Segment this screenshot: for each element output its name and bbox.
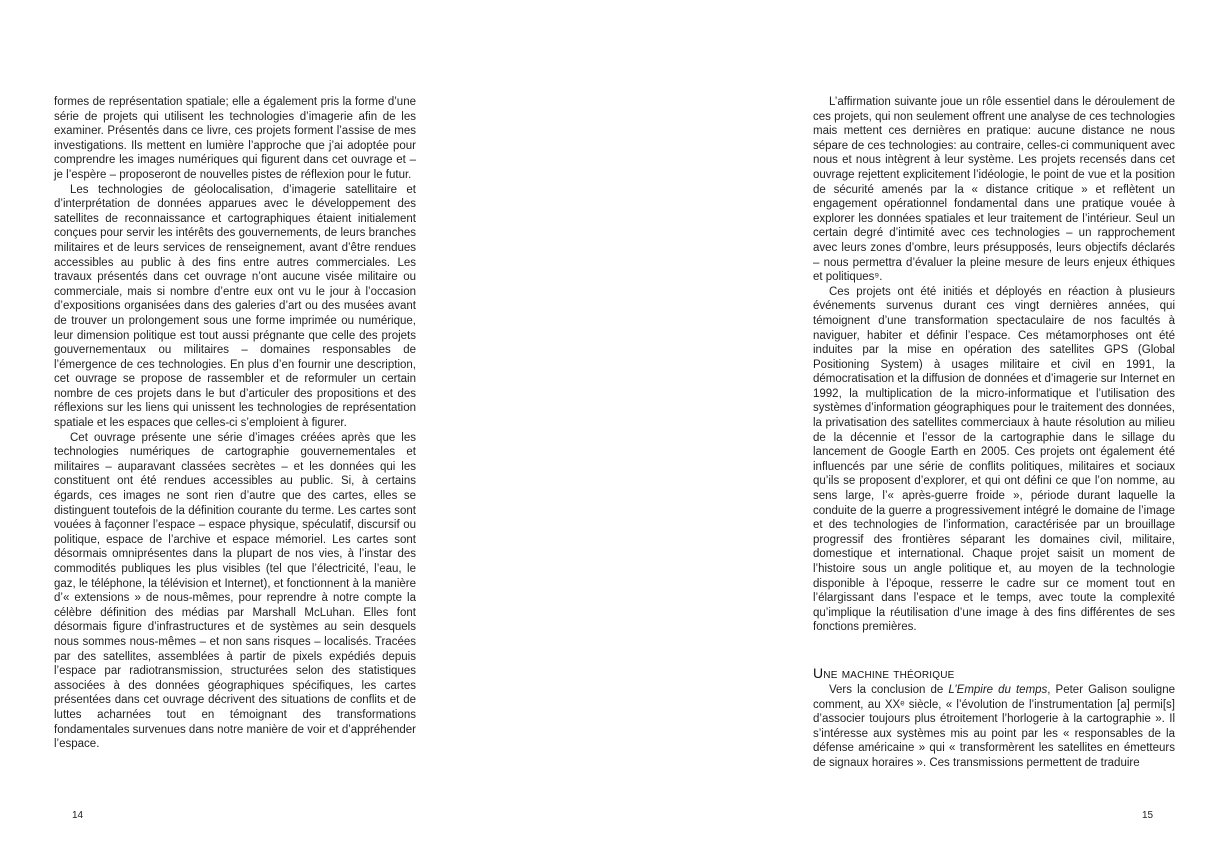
body-paragraph: L’affirmation suivante joue un rôle essentiel dans le déroulement de ces projets, qui non seulement offrent une analyse de ces technologies mais mettent ces dernières en pratique: aucune distance ne nous sépare de ces technologies: au contraire, celles-ci communiquent avec nous et nous intègrent à leur système. Les projets recensés dans cet ouvrage rejettent explicitement l’idéologie, le point de vue et la position de sécurité amenés par la « distance critique » et reflètent un engagement opérationnel fondamental dans une pratique vouée à explorer les données spatiales et leur traitement de l’intérieur. Seul un certain degré d’intimité avec ces technologies – un rapprochement avec leurs zones d’ombre, leurs présupposés, leurs objectifs déclarés – nous permettra d’évaluer la pleine mesure de leurs enjeux éthiques et politiques⁹.: [813, 96, 1175, 284]
page-number: 15: [1142, 810, 1154, 821]
book-title: L’Empire du temps: [948, 683, 1048, 696]
left-text-column: [54, 95, 416, 752]
body-paragraph: Ces projets ont été initiés et déployés en réaction à plusieurs événements survenus durant ces vingt dernières années, qui témoignent d’une transformation spectaculaire de nos facultés à naviguer, habiter et définir l’espace. Ces métamorphoses ont été induites par la mise en opération des satellites GPS (Global Positioning System) à usages militaire et civil en 1991, la démocratisation et la diffusion de données et d’imagerie sur Internet en 1992, la multiplication de la micro-informatique et l’utilisation des systèmes d’information géographiques pour le traitement des données, la privatisation des satellites commerciaux à haute résolution au milieu de la décennie et l’essor de la cartographie dans le sillage du lancement de Google Earth en 2005. Ces projets ont également été influencés par une série de conflits politiques, militaires et sociaux qu’ils se proposent d’explorer, et qui ont défini ce que l’on nomme, au sens large, l’« après-guerre froide », période durant laquelle la conduite de la guerre a progressivement intégré le domaine de l’image et des technologies de l’information, caractérisée par un brouillage progressif des frontières séparant les domaines civil, militaire, domestique et international. Chaque projet saisit un moment de l’histoire sous un angle politique et, au moyen de la technologie disponible à l’époque, resserre le cadre sur ce moment tout en l’élargissant dans l’espace et le temps, avec toute la complexité qu’implique la réutilisation d’une image à des fins différentes de ses fonctions premières.: [813, 285, 1175, 634]
section-heading: Une machine théorique: [813, 664, 955, 681]
text-run: , Peter Galison souligne comment, au XXᵉ siècle, « l’évolution de l’instrumentation [a] permi[s] d’associer toujours plus étroitement l’horlogerie à la cartographie ». Il s’intéresse aux systèmes mis au point par les « responsables de la défense américaine » qui « transformèrent les satellites en émetteurs de signaux horaires ». Ces transmissions permettent de traduire: [813, 683, 1175, 769]
right-page: [613, 0, 1226, 865]
right-text-column: [813, 95, 1175, 771]
body-paragraph: formes de représentation spatiale; elle a également pris la forme d’une série de projets qui utilisent les technologies d’imagerie afin de les examiner. Présentés dans ce livre, ces projets forment l’assise de mes investigations. Ils mettent en lumière l’approche que j’ai adoptée pour comprendre les images numériques qui figurent dans cet ouvrage et – je l’espère – proposeront de nouvelles pistes de réflexion pour le futur.: [54, 96, 416, 181]
page-number: 14: [72, 810, 84, 821]
text-run: Vers la conclusion de: [829, 683, 949, 696]
body-paragraph: Les technologies de géolocalisation, d’imagerie satellitaire et d’interprétation de données apparues avec le développement des satellites de reconnaissance et cartographiques étaient initialement conçues pour servir les intérêts des gouvernements, de leurs branches militaires et de leurs services de renseignement, avant d’être rendues accessibles au public à des fins entre autres commerciales. Les travaux présentés dans cet ouvrage n’ont aucune visée militaire ou commerciale, mais si nombre d’entre eux ont vu le jour à l’occasion d’expositions organisées dans des galeries d’art ou des musées avant de trouver un prolongement sous une forme imprimée ou numérique, leur dimension politique est tout aussi prégnante que celle des projets gouvernementaux ou militaires – domaines responsables de l’émergence de ces technologies. En plus d’en fournir une description, cet ouvrage se propose de rassembler et de reformuler un certain nombre de ces projets dans le but d’articuler des propositions et des réflexions sur les liens qui unissent les technologies de représentation spatiale et les espaces que celles-ci s’emploient à figurer.: [54, 183, 416, 430]
body-paragraph: [813, 683, 1175, 771]
body-paragraph: Cet ouvrage présente une série d’images créées après que les technologies numériques de cartographie gouvernementales et militaires – auparavant classées secrètes – et les données qui les constituent ont été rendues accessibles au public. Si, à certains égards, ces images ne sont rien d’autre que des cartes, elles se distinguent toutefois de la définition courante du terme. Les cartes sont vouées à façonner l’espace – espace physique, spéculatif, discursif ou politique, espace de l’archive et espace mémoriel. Les cartes sont désormais omniprésentes dans la plupart de nos vies, à l’instar des commodités publiques les plus visibles (tel que l’électricité, l’eau, le gaz, le téléphone, la télévision et Internet), et fonctionnent à la manière d’« extensions » de nous-mêmes, pour reprendre à notre compte la célèbre définition des médias par Marshall McLuhan. Elles font désormais figure d’infrastructures et de systèmes au sein desquels nous sommes nous-mêmes – et non sans risques – localisés. Tracées par des satellites, assemblées à partir de pixels expédiés depuis l’espace par radiotransmission, structurées selon des statistiques associées à des données géographiques spécifiques, les cartes présentées dans cet ouvrage décrivent des situations de conflits et de luttes acharnées tout en témoignant des transformations fondamentales survenues dans notre manière de voir et d’appréhender l’espace.: [54, 431, 416, 751]
